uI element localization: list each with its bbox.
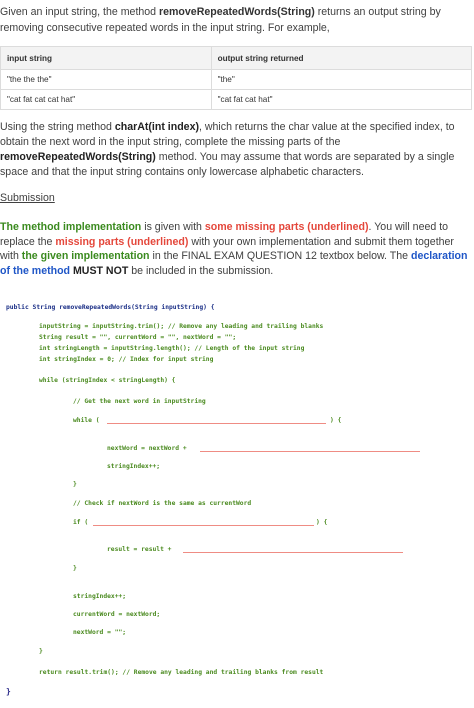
column-header: input string xyxy=(1,47,212,70)
code-line: int stringLength = inputString.length(); // Length of the input string xyxy=(39,345,305,352)
blank-if-condition[interactable] xyxy=(93,525,314,526)
table-cell: "the" xyxy=(211,70,471,90)
code-line: while (stringIndex < stringLength) { xyxy=(39,377,176,384)
table-cell: "cat fat cat hat" xyxy=(211,90,471,110)
code-line: ) { xyxy=(330,417,342,424)
submission-paragraph: The method implementation is given with some missing parts (underlined). You will need to replace the missing parts (underlined) with your own implementation and submit them together with the given implementation in the FINAL EXAM QUESTION 12 textbox below. The declaration of the method MUST NOT be included in the submission. xyxy=(0,221,468,277)
method-signature: public String removeRepeatedWords(String inputString) { xyxy=(6,304,215,311)
code-line: inputString = inputString.trim(); // Remove any leading and trailing blanks xyxy=(39,323,324,330)
code-line: currentWord = nextWord; xyxy=(73,611,161,618)
submission-heading: Submission xyxy=(0,192,55,204)
code-comment: // Check if nextWord is the same as currentWord xyxy=(73,500,252,507)
example-table xyxy=(0,46,472,110)
instructions-paragraph: Using the string method charAt(int index), which returns the char value at the specified index, to obtain the next word in the input string, complete the missing parts of the removeRepeatedWords(String) method. You may assume that words are separated by a single space and that the input string contains only lowercase alphabetic characters. xyxy=(0,121,455,178)
table-row xyxy=(1,70,472,90)
closing-brace: } xyxy=(73,481,77,488)
code-line: nextWord = ""; xyxy=(73,629,127,636)
code-line: if ( xyxy=(73,519,89,526)
intro-paragraph: Given an input string, the method removeRepeatedWords(String) returns an output string by removing consecutive repeated words in the input string. For example, xyxy=(0,6,441,34)
code-line: stringIndex++; xyxy=(73,593,127,600)
charat-method: charAt(int index) xyxy=(114,121,199,133)
code-line: result = result + xyxy=(107,546,172,553)
blank-result-expression[interactable] xyxy=(183,552,403,553)
code-line: while ( xyxy=(73,417,100,424)
column-header: output string returned xyxy=(211,47,471,70)
blank-while-condition[interactable] xyxy=(107,423,326,424)
table-header-row xyxy=(1,47,472,70)
method-closing-brace: } xyxy=(6,687,11,696)
closing-brace: } xyxy=(39,648,43,655)
table-cell: "cat fat cat cat hat" xyxy=(1,90,212,110)
closing-brace: } xyxy=(73,565,77,572)
blank-next-word-expression[interactable] xyxy=(200,451,420,452)
table-row xyxy=(1,90,472,110)
code-line: stringIndex++; xyxy=(107,463,161,470)
code-block xyxy=(0,290,474,708)
code-line: String result = "", currentWord = "", nextWord = ""; xyxy=(39,334,237,341)
code-comment: // Get the next word in inputString xyxy=(73,398,206,405)
code-line: ) { xyxy=(316,519,328,526)
code-line: int stringIndex = 0; // Index for input string xyxy=(39,356,214,363)
table-cell: "the the the" xyxy=(1,70,212,90)
method-name: removeRepeatedWords(String) xyxy=(0,151,156,163)
code-line: nextWord = nextWord + xyxy=(107,445,187,452)
method-name: removeRepeatedWords(String) xyxy=(159,6,315,18)
code-line: return result.trim(); // Remove any leading and trailing blanks from result xyxy=(39,669,324,676)
